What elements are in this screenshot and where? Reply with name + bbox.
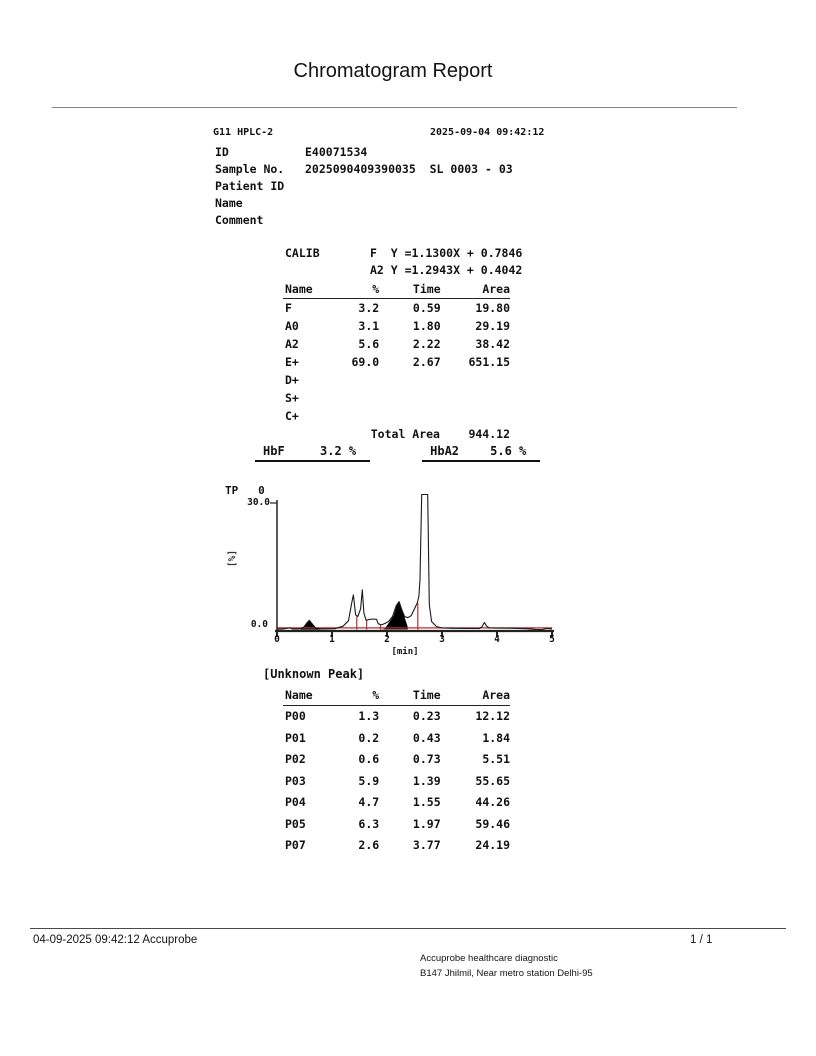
table-row <box>283 353 510 371</box>
table-cell: 2.6 <box>358 838 380 852</box>
table-cell <box>379 371 440 389</box>
meta-row <box>215 212 513 229</box>
col-header-percent: % <box>372 282 380 296</box>
hbf-result <box>255 444 370 462</box>
table-row <box>283 706 510 728</box>
table-cell: 19.80 <box>475 301 511 315</box>
meta-row <box>215 144 513 161</box>
table-cell: 24.19 <box>475 838 511 852</box>
calib-line <box>285 262 522 279</box>
table-cell: 44.26 <box>475 795 511 809</box>
fraction-table-body <box>283 299 510 425</box>
table-row <box>283 335 510 353</box>
table-cell: P02 <box>285 752 306 766</box>
unknown-table-header <box>283 686 510 706</box>
x-tick-label: 2 <box>384 634 390 645</box>
table-row <box>283 835 510 857</box>
table-cell: S+ <box>285 391 299 405</box>
table-cell: P00 <box>285 709 306 723</box>
unknown-peak-title: [Unknown Peak] <box>263 667 365 681</box>
table-cell: 5.9 <box>358 773 380 788</box>
x-tick-label: 4 <box>494 634 500 645</box>
table-cell: 0.59 <box>412 301 441 315</box>
footer-page-number: 1 / 1 <box>690 934 713 946</box>
y-axis-label: [%] <box>227 549 239 568</box>
table-cell: 3.2 <box>358 301 380 315</box>
table-cell: 12.12 <box>475 709 511 723</box>
table-cell: 3.1 <box>358 319 380 333</box>
meta-row <box>215 161 513 178</box>
table-cell: 0.6 <box>358 752 380 766</box>
meta-label: Sample No. <box>215 162 285 176</box>
table-cell <box>441 371 510 389</box>
x-tick-label: 1 <box>329 634 335 645</box>
page-title: Chromatogram Report <box>293 60 493 82</box>
table-cell: P03 <box>285 773 306 788</box>
table-row <box>283 749 510 771</box>
table-cell: 38.42 <box>475 337 511 351</box>
report-datetime: 2025-09-04 09:42:12 <box>430 127 545 138</box>
calib-equation: A2 Y =1.2943X + 0.4042 <box>370 263 523 277</box>
meta-label: Comment <box>215 213 264 227</box>
table-cell: A0 <box>285 319 299 333</box>
table-cell: 0.73 <box>412 752 441 766</box>
x-axis-label: [min] <box>391 647 419 657</box>
total-area-label: Total Area <box>370 427 440 441</box>
hb-summary <box>255 444 540 462</box>
table-cell: 69.0 <box>351 355 380 369</box>
y-axis-min-label: 0.0 <box>250 619 268 630</box>
meta-label: ID <box>215 145 229 159</box>
table-cell: E+ <box>285 355 299 369</box>
table-cell: 5.6 <box>358 337 380 351</box>
footer-org-name: Accuprobe healthcare diagnostic <box>420 953 558 964</box>
table-cell: 2.67 <box>412 355 441 369</box>
unknown-peak-table <box>283 686 510 857</box>
col-header-area: Area <box>482 688 511 702</box>
table-cell: 1.3 <box>358 709 380 723</box>
table-row <box>283 814 510 836</box>
footer-divider <box>30 928 786 929</box>
table-cell: A2 <box>285 337 299 351</box>
table-row <box>283 407 510 425</box>
table-cell <box>335 371 380 389</box>
table-cell: C+ <box>285 409 299 423</box>
hbf-value: 3.2 % <box>320 444 357 458</box>
table-cell: 1.97 <box>412 816 441 831</box>
table-row <box>283 792 510 814</box>
col-header-name: Name <box>285 282 313 296</box>
table-row <box>283 728 510 750</box>
table-cell: 0.2 <box>358 730 380 745</box>
table-row <box>283 389 510 407</box>
calib-line <box>285 245 522 262</box>
x-tick-label: 0 <box>274 634 280 645</box>
table-cell <box>441 407 510 425</box>
table-cell <box>335 389 380 407</box>
unknown-table-body <box>283 706 510 857</box>
table-cell: 651.15 <box>468 355 511 369</box>
meta-label: Patient ID <box>215 179 285 193</box>
col-header-area: Area <box>482 282 511 296</box>
table-cell: 1.80 <box>412 319 441 333</box>
table-cell: P07 <box>285 838 306 852</box>
hba2-result <box>422 444 540 462</box>
table-cell: D+ <box>285 373 299 387</box>
table-cell: 4.7 <box>358 795 380 809</box>
calibration-block <box>285 245 522 279</box>
table-cell: 0.43 <box>412 730 441 745</box>
total-area-value: 944.12 <box>468 427 510 441</box>
device-id: G11 HPLC-2 <box>213 127 274 138</box>
table-row <box>283 371 510 389</box>
sample-meta-block <box>215 144 513 229</box>
table-cell: 5.51 <box>482 752 511 766</box>
fraction-table <box>283 280 510 443</box>
table-cell: 59.46 <box>475 816 511 831</box>
table-cell: P05 <box>285 816 306 831</box>
table-row <box>283 299 510 317</box>
meta-value: 2025090409390035 SL 0003 - 03 <box>305 162 513 176</box>
table-row <box>283 771 510 793</box>
table-cell: 1.55 <box>412 795 441 809</box>
col-header-time: Time <box>412 688 441 702</box>
table-cell: 6.3 <box>358 816 380 831</box>
hbf-label: HbF <box>263 444 285 458</box>
chart-title: TP 0 <box>225 484 265 497</box>
table-cell: 0.23 <box>412 709 441 723</box>
col-header-percent: % <box>372 688 380 702</box>
table-cell: F <box>285 301 292 315</box>
x-tick-label: 3 <box>439 634 445 645</box>
fraction-table-header <box>283 280 510 299</box>
meta-value: E40071534 <box>305 145 368 159</box>
table-row <box>283 317 510 335</box>
table-cell <box>379 389 440 407</box>
table-cell: P01 <box>285 730 306 745</box>
footer-datetime: 04-09-2025 09:42:12 Accuprobe <box>33 934 198 946</box>
meta-row <box>215 178 513 195</box>
table-cell: 29.19 <box>475 319 511 333</box>
total-area-row <box>283 425 510 443</box>
table-cell <box>379 407 440 425</box>
table-cell: P04 <box>285 795 306 809</box>
table-cell: 3.77 <box>412 838 441 852</box>
hba2-value: 5.6 % <box>490 444 527 458</box>
chromatogram-trace <box>277 495 552 630</box>
table-cell <box>441 389 510 407</box>
title-divider <box>52 107 737 108</box>
calib-label: CALIB <box>285 246 320 260</box>
table-cell: 2.22 <box>412 337 441 351</box>
table-cell: 1.84 <box>482 730 511 745</box>
table-cell: 1.39 <box>412 773 441 788</box>
meta-label: Name <box>215 196 243 210</box>
calib-equation: F Y =1.1300X + 0.7846 <box>370 246 523 260</box>
col-header-time: Time <box>412 282 441 296</box>
table-cell <box>335 407 380 425</box>
footer-org-address: B147 Jhilmil, Near metro station Delhi-95 <box>420 968 593 979</box>
hba2-label: HbA2 <box>430 444 460 458</box>
table-cell: 55.65 <box>475 773 511 788</box>
y-axis-max-label: 30.0 <box>247 497 270 508</box>
x-tick-label: 5 <box>549 634 555 645</box>
col-header-name: Name <box>285 688 313 702</box>
meta-row <box>215 195 513 212</box>
